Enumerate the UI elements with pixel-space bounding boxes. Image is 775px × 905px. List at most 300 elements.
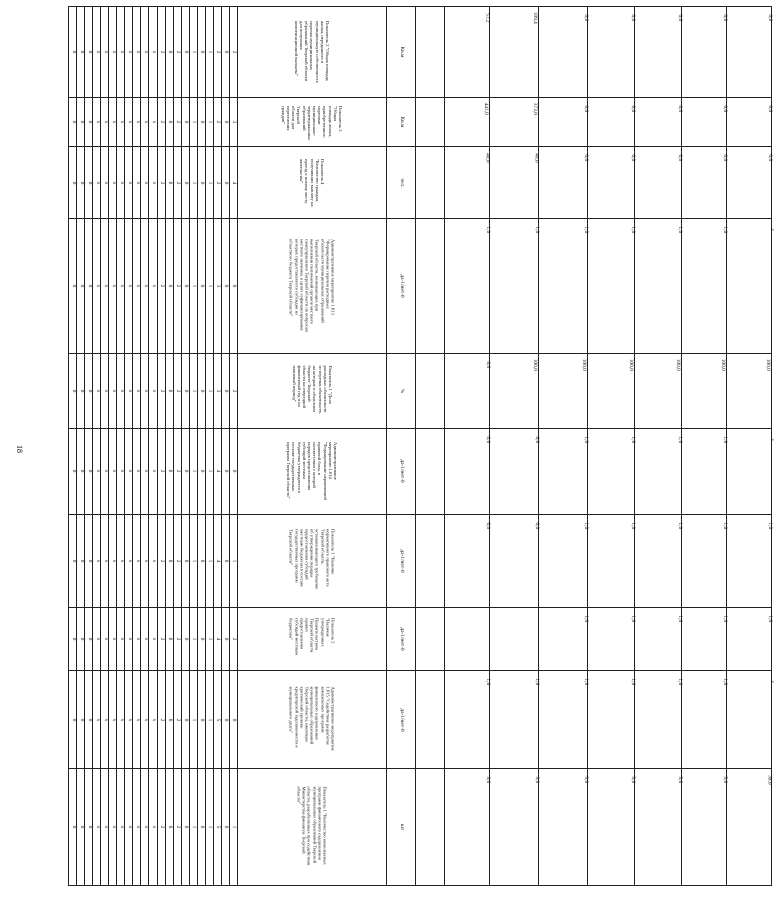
year-value-cell — [490, 7, 539, 98]
budget-code-digit: 1 — [231, 825, 238, 829]
budget-code-cell — [69, 218, 238, 353]
page-number: 18 — [15, 445, 24, 453]
base-value-cell — [416, 429, 445, 514]
budget-code-digit: 0 — [78, 120, 85, 124]
budget-code-digit: x — [134, 825, 141, 829]
budget-code-digit: 0 — [199, 181, 206, 184]
budget-code-digit: 1 — [207, 637, 214, 641]
budget-code-digit: x — [134, 181, 141, 184]
budget-code-digit: 4 — [215, 637, 222, 641]
year-value-cell-text: 100,0 — [674, 358, 681, 371]
budget-code-digit: 0 — [223, 181, 230, 184]
budget-code-digit: x — [142, 470, 149, 473]
budget-code-digit: 0 — [70, 470, 77, 473]
budget-code-digit: x — [150, 470, 157, 473]
budget-code-digit: x — [142, 718, 149, 722]
budget-code-cell — [69, 514, 238, 608]
base-value-cell — [416, 608, 445, 671]
table-row — [69, 769, 772, 886]
unit-cell-text: да-1/нет-0 — [398, 708, 405, 732]
budget-code-digit: 2 — [174, 825, 181, 829]
budget-code-digit: 2 — [231, 389, 238, 393]
indicator-name — [238, 608, 387, 671]
budget-code-digit: x — [150, 50, 157, 54]
budget-code-digit: 3 — [215, 284, 222, 288]
unit-cell-text: чел. — [398, 177, 405, 188]
total-value-cell-text: 100,0 — [764, 358, 771, 371]
budget-code-digit: 0 — [86, 50, 93, 54]
unit-cell — [387, 514, 416, 608]
year-value-cell — [588, 608, 635, 671]
year-value-cell — [539, 97, 588, 147]
total-value-cell — [727, 429, 775, 514]
budget-code-digit: 6 — [166, 637, 173, 641]
budget-code-digit: 1 — [191, 389, 198, 393]
budget-code-digit: x — [150, 389, 157, 393]
budget-code-digit: x — [126, 120, 133, 124]
year-value-cell — [539, 429, 588, 514]
unit-cell-text: да-1/нет-0 — [398, 549, 405, 573]
budget-code-digit: 0 — [199, 637, 206, 641]
budget-code-digit: 2 — [158, 389, 165, 393]
year-value-cell-text: 441,0 — [482, 102, 489, 115]
year-value-cell — [635, 769, 682, 886]
year-value-cell-text: 0,0 — [485, 361, 492, 368]
year-value-cell-text: 1,0 — [534, 678, 541, 686]
budget-code-digit: 0 — [78, 50, 85, 54]
year-value-cell-text: 1,0 — [485, 678, 492, 686]
budget-code-digit: 1 — [207, 470, 214, 473]
budget-code-cell — [69, 429, 238, 514]
unit-cell — [387, 353, 416, 429]
year-value-cell — [445, 769, 490, 886]
year-value-cell-text: 1,0 — [583, 436, 590, 444]
budget-code-digit: 0 — [231, 284, 238, 288]
year-value-cell-text: 1,0 — [722, 521, 729, 529]
total-value-cell-text: 0,0 — [767, 154, 774, 162]
indicator-name-text: Показатель 1 "Количество комплексных программ финансового оздоровления муниципальных образований Тверской области, разработанных при содействии Министерства финансов Тверской области" — [296, 786, 328, 866]
year-value-cell — [539, 353, 588, 429]
budget-code-cell — [69, 671, 238, 769]
year-value-cell-text: 0,0 — [534, 436, 541, 444]
budget-code-digit: 6 — [166, 718, 173, 722]
budget-code-cell — [69, 608, 238, 671]
year-value-cell-text: 1,0 — [583, 678, 590, 686]
unit-cell-text: Кв.м — [398, 46, 405, 58]
budget-code-digit: x — [142, 637, 149, 641]
budget-code-digit: 4 — [215, 470, 222, 473]
year-value-cell — [682, 671, 727, 769]
budget-code-digit: 0 — [182, 718, 189, 722]
budget-code-digit: x — [142, 50, 149, 54]
indicator-name — [238, 97, 387, 147]
base-value-cell — [416, 7, 445, 98]
budget-code-digit: 0 — [86, 389, 93, 393]
budget-code-digit: x — [94, 120, 101, 124]
unit-cell — [387, 7, 416, 98]
year-value-cell — [445, 218, 490, 353]
budget-code-digit: 2 — [174, 284, 181, 288]
year-value-cell-text: 51,2 — [484, 13, 491, 23]
indicator-name-text: Административное мероприятие 1.013 "Формирование перечня расходных обязательств муниципальных образований Тверской области, возникающих при выполнении полномочий органов местного самоуправления Тверской области по вопросам местного значения, в целях софинансирования которых предоставляются субсидии из областного бюджета Тверской области" — [288, 238, 336, 332]
budget-code-digit: 0 — [182, 284, 189, 288]
budget-code-digit: 0 — [182, 637, 189, 641]
budget-code-digit: 0 — [223, 559, 230, 563]
budget-code-digit: 6 — [166, 50, 173, 54]
budget-code-digit: x — [102, 389, 109, 393]
budget-code-digit: 5 — [215, 825, 222, 829]
total-value-cell — [727, 97, 772, 147]
budget-code-digit: 2 — [174, 718, 181, 722]
budget-code-digit: 0 — [86, 718, 93, 722]
unit-cell-text: % — [398, 388, 405, 394]
year-value-cell — [588, 218, 635, 353]
budget-code-digit: 0 — [199, 825, 206, 829]
budget-code-digit: 0 — [199, 559, 206, 563]
budget-code-digit: 0 — [70, 637, 77, 641]
budget-code-digit: 0 — [223, 825, 230, 829]
year-value-cell — [588, 147, 635, 219]
budget-code-digit: x — [118, 181, 125, 184]
budget-code-digit: x — [118, 470, 125, 473]
year-value-cell — [445, 147, 490, 219]
budget-code-digit: 1 — [207, 718, 214, 722]
year-value-cell — [588, 429, 635, 514]
year-value-cell-text: 5,0 — [630, 776, 637, 784]
indicator-name-text: Административное мероприятие 1.014 "Формирование нормативной правовой базы, в соответствии с которой порядок предоставления субсидий местным бюджетам утверждается в составе государственных программ Тверской области" — [286, 442, 339, 501]
budget-code-digit: x — [102, 120, 109, 124]
rotated-indicator-table — [68, 6, 775, 886]
unit-cell — [387, 608, 416, 671]
budget-code-digit: 2 — [174, 181, 181, 184]
base-value-cell — [416, 218, 445, 353]
unit-cell — [387, 769, 416, 886]
year-value-cell — [490, 97, 539, 147]
year-value-cell — [539, 514, 588, 608]
budget-code-digit: 1 — [207, 825, 214, 829]
total-value-cell-text: x — [769, 438, 775, 442]
budget-code-digit: 0 — [78, 284, 85, 288]
budget-code-digit: 2 — [174, 637, 181, 641]
budget-code-digit: 0 — [70, 718, 77, 722]
year-value-cell — [682, 608, 727, 671]
year-value-cell — [445, 97, 490, 147]
budget-code-digit: x — [102, 284, 109, 288]
budget-code-cell — [69, 353, 238, 429]
year-value-cell-text: 1,0 — [722, 436, 729, 444]
year-value-cell — [588, 7, 635, 98]
budget-code-digit: 0 — [199, 120, 206, 124]
budget-code-digit: x — [94, 718, 101, 722]
year-value-cell-text: 1,0 — [722, 615, 729, 623]
budget-code-digit: x — [110, 50, 117, 54]
budget-code-digit: 0 — [78, 559, 85, 563]
year-value-cell — [445, 608, 490, 671]
year-value-cell-text: 0,0 — [485, 521, 492, 529]
budget-code-digit: x — [94, 389, 101, 393]
budget-code-digit: 0 — [223, 50, 230, 54]
table-row — [69, 429, 772, 514]
budget-code-digit: 1 — [207, 120, 214, 124]
budget-code-digit: x — [142, 181, 149, 184]
budget-code-digit: 1 — [207, 389, 214, 393]
budget-code-digit: x — [134, 470, 141, 473]
year-value-cell-text: 0,0 — [485, 436, 492, 444]
budget-code-digit: 0 — [78, 181, 85, 184]
budget-code-digit: x — [150, 284, 157, 288]
budget-code-digit: 0 — [70, 825, 77, 829]
base-value-cell — [416, 97, 445, 147]
budget-code-digit: x — [134, 389, 141, 393]
year-value-cell-text: 100,0 — [531, 358, 538, 371]
year-value-cell-text: 0,0 — [722, 154, 729, 162]
budget-code-digit: x — [118, 284, 125, 288]
year-value-cell-text: 1,0 — [583, 615, 590, 623]
budget-code-digit: 6 — [166, 470, 173, 473]
budget-code-digit: x — [110, 470, 117, 473]
budget-code-digit: 0 — [199, 718, 206, 722]
budget-code-digit: 2 — [231, 50, 238, 54]
budget-code-digit: 2 — [215, 120, 222, 124]
indicator-name-text: Показатель 4 "Количество граждан, получивших выплату на проезд к новому месту жительства" — [299, 158, 326, 207]
base-value-cell — [416, 769, 445, 886]
indicator-name — [238, 514, 387, 608]
budget-code-digit: 3 — [231, 120, 238, 124]
budget-code-digit: x — [126, 181, 133, 184]
budget-code-digit: x — [118, 637, 125, 641]
year-value-cell — [635, 429, 682, 514]
budget-code-digit: 0 — [199, 50, 206, 54]
budget-code-digit: x — [118, 120, 125, 124]
total-value-cell-text: 1,0 — [767, 615, 774, 623]
unit-cell — [387, 429, 416, 514]
budget-code-digit: x — [118, 718, 125, 722]
total-value-cell-text: 38,0 — [766, 775, 773, 785]
total-value-cell-text: 1,0 — [767, 521, 774, 529]
year-value-cell — [682, 769, 727, 886]
budget-code-digit: 0 — [70, 284, 77, 288]
indicator-name-text: Административное мероприятие 1.015 "Содействие разработке комплексных программ финансового оздоровления муниципальных образований Тверской области, имеющих критический уровень кредиторской задолженности и муниципального долга" — [288, 686, 336, 751]
budget-code-digit: 3 — [215, 389, 222, 393]
year-value-cell-text: 100,0 — [580, 358, 587, 371]
indicator-name — [238, 671, 387, 769]
budget-code-digit: x — [142, 284, 149, 288]
budget-code-digit: 2 — [158, 50, 165, 54]
year-value-cell-text: 0,0 — [630, 14, 637, 22]
budget-code-digit: 0 — [199, 470, 206, 473]
budget-code-digit: 1 — [191, 181, 198, 184]
budget-code-digit: 4 — [215, 559, 222, 563]
year-value-cell — [682, 429, 727, 514]
year-value-cell-text: 1,0 — [583, 521, 590, 529]
unit-cell-text: шт — [398, 823, 405, 831]
table-row — [69, 7, 772, 98]
budget-code-digit: 0 — [86, 181, 93, 184]
total-value-cell — [727, 671, 775, 769]
year-value-cell-text: 0,0 — [630, 105, 637, 112]
total-value-cell-text: x — [769, 680, 775, 684]
budget-code-digit: x — [110, 181, 117, 184]
budget-code-digit: x — [110, 559, 117, 563]
budget-code-digit: 5 — [215, 718, 222, 722]
budget-code-digit: 0 — [70, 50, 77, 54]
budget-code-digit: x — [102, 637, 109, 641]
budget-code-digit: 2 — [231, 637, 238, 641]
indicator-name — [238, 769, 387, 886]
budget-code-digit: 1 — [207, 559, 214, 563]
year-value-cell — [490, 671, 539, 769]
budget-code-digit: x — [126, 50, 133, 54]
budget-code-digit: 1 — [191, 120, 198, 124]
year-value-cell-text: 40,0 — [533, 153, 540, 163]
indicator-name — [238, 147, 387, 219]
indicator-name — [238, 353, 387, 429]
total-value-cell-text: 0,0 — [767, 14, 774, 22]
budget-code-digit: 1 — [207, 181, 214, 184]
budget-code-digit: 1 — [191, 825, 198, 829]
year-value-cell — [635, 671, 682, 769]
year-value-cell-text: 0,0 — [583, 14, 590, 22]
budget-code-digit: x — [110, 120, 117, 124]
budget-code-digit: x — [110, 637, 117, 641]
total-value-cell — [727, 769, 772, 886]
budget-code-digit: x — [118, 50, 125, 54]
year-value-cell — [490, 218, 539, 353]
budget-code-digit: x — [142, 559, 149, 563]
unit-cell — [387, 218, 416, 353]
year-value-cell — [539, 7, 588, 98]
indicator-name-text: Показатель 1 "Доля расходных обязательств из перечня обязательств, на которые в областном бюджете Тверской области на очередной финансовый год и на плановый период" — [291, 365, 333, 414]
base-value-cell — [416, 353, 445, 429]
budget-code-digit: x — [102, 181, 109, 184]
year-value-cell — [635, 353, 682, 429]
year-value-cell — [635, 97, 682, 147]
budget-code-digit: 0 — [231, 470, 238, 473]
budget-code-digit: x — [110, 284, 117, 288]
budget-code-digit: x — [94, 825, 101, 829]
year-value-cell-text: 1,0 — [630, 678, 637, 686]
budget-code-digit: x — [118, 389, 125, 393]
year-value-cell — [539, 671, 588, 769]
budget-code-digit: 0 — [182, 120, 189, 124]
year-value-cell-text: 373,0 — [531, 102, 538, 115]
base-value-cell — [416, 514, 445, 608]
unit-cell — [387, 97, 416, 147]
year-value-cell-text: 100,0 — [719, 358, 726, 371]
budget-code-digit: x — [150, 825, 157, 829]
table-row — [69, 671, 772, 769]
year-value-cell — [445, 7, 490, 98]
year-value-cell-text: 0,0 — [722, 105, 729, 112]
budget-code-digit: 0 — [78, 825, 85, 829]
year-value-cell-text: 1,0 — [677, 436, 684, 444]
year-value-cell — [445, 671, 490, 769]
budget-code-digit: 6 — [166, 389, 173, 393]
year-value-cell — [682, 514, 727, 608]
year-value-cell — [588, 769, 635, 886]
year-value-cell — [445, 429, 490, 514]
budget-code-digit: x — [94, 470, 101, 473]
budget-code-digit: 2 — [174, 559, 181, 563]
budget-code-digit: x — [142, 389, 149, 393]
table-row — [69, 97, 772, 147]
total-value-cell-text: x — [769, 228, 775, 231]
budget-code-digit: 0 — [199, 389, 206, 393]
budget-code-digit: 0 — [70, 181, 77, 184]
total-value-cell — [727, 7, 772, 98]
table-row — [69, 218, 772, 353]
year-value-cell-text: 1,0 — [722, 678, 729, 686]
indicator-name — [238, 7, 387, 98]
unit-cell-text: Кв.м — [398, 116, 405, 128]
table-row — [69, 353, 772, 429]
budget-code-digit: x — [150, 181, 157, 184]
year-value-cell — [490, 769, 539, 886]
year-value-cell-text: 5,0 — [677, 776, 684, 784]
budget-code-digit: 0 — [78, 718, 85, 722]
budget-code-digit: 2 — [158, 181, 165, 184]
year-value-cell — [539, 147, 588, 219]
year-value-cell-text: 5,0 — [583, 776, 590, 784]
budget-code-digit: 0 — [223, 470, 230, 473]
year-value-cell — [635, 147, 682, 219]
budget-code-digit: x — [126, 559, 133, 563]
budget-code-digit: 6 — [166, 825, 173, 829]
budget-code-digit: 2 — [158, 637, 165, 641]
budget-code-digit: 0 — [223, 637, 230, 641]
budget-code-digit: x — [126, 470, 133, 473]
year-value-cell-text: 1,0 — [534, 226, 541, 233]
budget-code-digit: x — [126, 389, 133, 393]
unit-cell-text: да-1/нет-0 — [398, 459, 405, 484]
budget-code-digit: 0 — [182, 181, 189, 184]
budget-code-digit: x — [150, 637, 157, 641]
budget-code-digit: 6 — [166, 284, 173, 288]
budget-code-digit: 0 — [78, 470, 85, 473]
budget-code-digit: 0 — [86, 637, 93, 641]
budget-code-digit: x — [94, 50, 101, 54]
budget-code-digit: 1 — [191, 718, 198, 722]
year-value-cell — [445, 514, 490, 608]
year-value-cell-text: 1,0 — [630, 226, 637, 233]
budget-code-digit: 0 — [70, 559, 77, 563]
budget-code-digit: 0 — [86, 284, 93, 288]
year-value-cell-text: 1,0 — [677, 615, 684, 623]
year-value-cell-text: 109,4 — [531, 11, 538, 24]
indicator-name-text: Показатель 2 "Наличие утвержденных Правительством Тверской области правил предоставления субсидий местным бюджетам" — [288, 618, 336, 656]
budget-code-cell — [69, 97, 238, 147]
year-value-cell-text: 1,0 — [630, 521, 637, 529]
year-value-cell-text: 5,0 — [722, 776, 729, 784]
budget-code-digit: 1 — [191, 284, 198, 288]
budget-code-digit: 2 — [158, 284, 165, 288]
year-value-cell-text: 1,0 — [677, 678, 684, 686]
total-value-cell — [727, 353, 772, 429]
budget-code-digit: x — [142, 120, 149, 124]
budget-code-digit: 6 — [166, 559, 173, 563]
year-value-cell — [635, 608, 682, 671]
year-value-cell — [539, 218, 588, 353]
year-value-cell — [682, 147, 727, 219]
year-value-cell-text: 1,0 — [485, 226, 492, 233]
year-value-cell-text: 1,0 — [677, 521, 684, 529]
year-value-cell — [539, 608, 588, 671]
unit-cell-text: да-1/нет-0 — [398, 627, 405, 651]
year-value-cell-text: 0,0 — [583, 154, 590, 162]
budget-code-digit: 0 — [223, 284, 230, 288]
budget-code-digit: 1 — [191, 470, 198, 473]
year-value-cell-text: 100,0 — [627, 358, 634, 371]
